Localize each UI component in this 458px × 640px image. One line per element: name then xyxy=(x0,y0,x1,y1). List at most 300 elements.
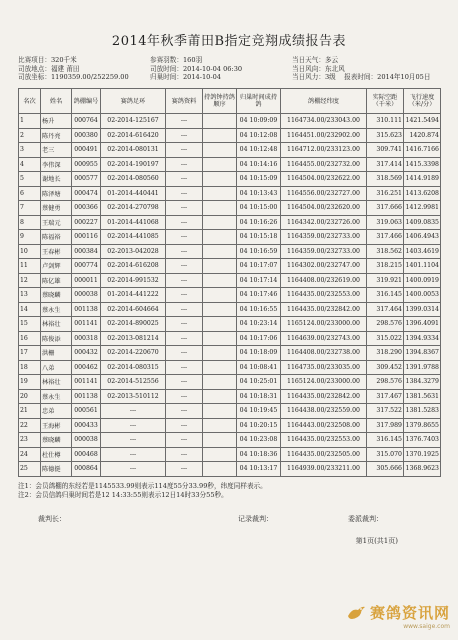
coordinates-cell: 1164302.00/232747.00 xyxy=(281,259,367,274)
clock-order-cell xyxy=(203,201,237,216)
loft-id-cell: 000864 xyxy=(72,462,101,477)
loft-id-cell: 001141 xyxy=(72,375,101,390)
name-cell: 王瑞元 xyxy=(41,215,72,230)
pigeon-info-cell: --- xyxy=(166,433,203,448)
table-row xyxy=(19,201,441,216)
return-time-label: 归巢时间： xyxy=(150,73,183,82)
speed-cell: 1379.8655 xyxy=(404,418,441,433)
speed-cell: 1403.4619 xyxy=(404,244,441,259)
rank-cell: 2 xyxy=(19,128,41,143)
coordinates-cell: 1164408.00/232619.00 xyxy=(281,273,367,288)
arrival-time-cell: 04 10:13:17 xyxy=(237,462,281,477)
distance-cell: 317.522 xyxy=(367,404,404,419)
watermark-logo xyxy=(346,602,450,623)
distance-cell: 298.576 xyxy=(367,375,404,390)
arrival-time-cell: 04 10:17:46 xyxy=(237,288,281,303)
name-cell: 陈亿雄 xyxy=(41,273,72,288)
name-cell: 王海彬 xyxy=(41,418,72,433)
name-cell: 林裕壮 xyxy=(41,375,72,390)
wind-force-label: 当日风力： xyxy=(292,73,325,82)
table-row xyxy=(19,317,441,332)
arrival-time-cell: 04 10:17:14 xyxy=(237,273,281,288)
speed-cell: 1396.4091 xyxy=(404,317,441,332)
rank-cell: 22 xyxy=(19,418,41,433)
arrival-time-cell: 04 10:15:18 xyxy=(237,230,281,245)
distance-cell: 317.414 xyxy=(367,157,404,172)
speed-cell: 1421.5494 xyxy=(404,114,441,129)
distance-cell: 315.022 xyxy=(367,331,404,346)
loft-id-cell: 001138 xyxy=(72,389,101,404)
distance-cell: 318.290 xyxy=(367,346,404,361)
release-time-value: 2014-10-04 06:30 xyxy=(182,64,243,73)
table-row xyxy=(19,128,441,143)
coordinates-cell: 1164435.00/232505.00 xyxy=(281,447,367,462)
name-cell: 老三 xyxy=(41,143,72,158)
loft-id-cell: 000227 xyxy=(72,215,101,230)
ring-cell: 02-2014-616208 xyxy=(101,259,166,274)
arrival-time-cell: 04 10:08:41 xyxy=(237,360,281,375)
name-cell: 卢剑辉 xyxy=(41,259,72,274)
arrival-time-cell: 04 10:23:08 xyxy=(237,433,281,448)
clock-order-cell xyxy=(203,462,237,477)
release-time-label: 司放时间： xyxy=(150,64,183,73)
clock-order-cell xyxy=(203,230,237,245)
wind-force-value: 3级 xyxy=(324,73,336,82)
clock-order-cell xyxy=(203,447,237,462)
loft-id-cell: 000380 xyxy=(72,128,101,143)
note-2: 注2：会员信鸽归巢时间若是12 14:33:55则表示12日14时33分55秒。 xyxy=(18,490,228,499)
clock-order-cell xyxy=(203,433,237,448)
pigeon-info-cell: --- xyxy=(166,462,203,477)
pigeon-info-cell: --- xyxy=(166,288,203,303)
table-row xyxy=(19,157,441,172)
name-cell: 蔡永生 xyxy=(41,389,72,404)
arrival-time-cell: 04 10:16:26 xyxy=(237,215,281,230)
table-row xyxy=(19,389,441,404)
report-date-value: 2014年10月05日 xyxy=(377,73,431,82)
table-row xyxy=(19,331,441,346)
pigeon-info-cell: --- xyxy=(166,114,203,129)
table-row xyxy=(19,244,441,259)
table-header-row xyxy=(19,89,441,114)
ring-cell: 02-2014-080315 xyxy=(101,360,166,375)
speed-cell: 1412.9981 xyxy=(404,201,441,216)
page-number: 第1页(共1页) xyxy=(355,537,398,545)
speed-cell: 1391.9788 xyxy=(404,360,441,375)
pigeon-info-cell: --- xyxy=(166,375,203,390)
pigeon-info-cell: --- xyxy=(166,404,203,419)
ring-cell: 02-2014-991532 xyxy=(101,273,166,288)
rank-cell: 15 xyxy=(19,317,41,332)
name-cell: 洪栅 xyxy=(41,346,72,361)
clock-order-cell xyxy=(203,128,237,143)
table-row xyxy=(19,375,441,390)
arrival-time-cell: 04 10:12:08 xyxy=(237,128,281,143)
watermark xyxy=(346,602,450,630)
coordinates-cell: 1164504.00/232620.00 xyxy=(281,201,367,216)
table-row xyxy=(19,418,441,433)
header-coordinates: 鸽棚经纬度 xyxy=(281,89,367,114)
table-row xyxy=(19,447,441,462)
name-cell: 陈德挺 xyxy=(41,462,72,477)
table-row xyxy=(19,186,441,201)
name-cell: 王春彬 xyxy=(41,244,72,259)
name-cell: 陈俊添 xyxy=(41,331,72,346)
loft-id-cell: 000577 xyxy=(72,172,101,187)
arrival-time-cell: 04 10:15:00 xyxy=(237,201,281,216)
arrival-time-cell: 04 10:17:06 xyxy=(237,331,281,346)
race-value: 320千米 xyxy=(50,56,77,64)
distance-cell: 315.070 xyxy=(367,447,404,462)
name-cell: 八弟 xyxy=(41,360,72,375)
header-arrival-time: 归巢时间成持鸽 xyxy=(237,89,281,114)
info-row-1 xyxy=(18,56,448,65)
ring-cell: 02-2014-080131 xyxy=(101,143,166,158)
clock-order-cell xyxy=(203,360,237,375)
distance-cell: 319.921 xyxy=(367,273,404,288)
clock-order-cell xyxy=(203,244,237,259)
clock-order-cell xyxy=(203,114,237,129)
distance-cell: 309.452 xyxy=(367,360,404,375)
arrival-time-cell: 04 10:15:09 xyxy=(237,172,281,187)
rank-cell: 14 xyxy=(19,302,41,317)
speed-cell: 1368.9623 xyxy=(404,462,441,477)
delegate-label: 委派裁判： xyxy=(348,515,383,523)
distance-cell: 298.576 xyxy=(367,317,404,332)
pigeon-info-cell: --- xyxy=(166,244,203,259)
distance-cell: 317.666 xyxy=(367,201,404,216)
release-place-label: 司放地点： xyxy=(18,64,51,73)
speed-cell: 1376.7403 xyxy=(404,433,441,448)
release-place-value: 福建 莆田 xyxy=(50,64,80,73)
weather-value: 多云 xyxy=(324,56,339,64)
rank-cell: 16 xyxy=(19,331,41,346)
speed-cell: 1413.6208 xyxy=(404,186,441,201)
notes xyxy=(18,482,267,499)
name-cell: 谢地长 xyxy=(41,172,72,187)
loft-id-cell: 000011 xyxy=(72,273,101,288)
table-row xyxy=(19,462,441,477)
header-rank: 名次 xyxy=(19,89,41,114)
table-row xyxy=(19,172,441,187)
name-cell: 陈福裕 xyxy=(41,230,72,245)
return-time-value: 2014-10-04 xyxy=(182,73,221,82)
coordinates-cell: 1164734.00/233043.00 xyxy=(281,114,367,129)
pigeon-info-cell: --- xyxy=(166,157,203,172)
table-row xyxy=(19,273,441,288)
rank-cell: 8 xyxy=(19,215,41,230)
loft-id-cell: 000318 xyxy=(72,331,101,346)
race-info xyxy=(18,56,448,82)
clock-order-cell xyxy=(203,186,237,201)
loft-id-cell: 000038 xyxy=(72,433,101,448)
arrival-time-cell: 04 10:13:43 xyxy=(237,186,281,201)
distance-cell: 309.741 xyxy=(367,143,404,158)
rank-cell: 20 xyxy=(19,389,41,404)
loft-id-cell: 000384 xyxy=(72,244,101,259)
pigeon-info-cell: --- xyxy=(166,128,203,143)
distance-cell: 315.623 xyxy=(367,128,404,143)
report-title: 2014年秋季莆田B指定竞翔成绩报告表 xyxy=(111,34,347,49)
arrival-time-cell: 04 10:09:09 xyxy=(237,114,281,129)
pigeon-info-cell: --- xyxy=(166,331,203,346)
name-cell: 杨升 xyxy=(41,114,72,129)
coordinates-cell: 1164455.00/232732.00 xyxy=(281,157,367,172)
release-coord-value: 1190359.00/252259.00 xyxy=(50,73,129,82)
name-cell: 蔡健勇 xyxy=(41,201,72,216)
clock-order-cell xyxy=(203,346,237,361)
arrival-time-cell: 04 10:20:15 xyxy=(237,418,281,433)
ring-cell: --- xyxy=(101,404,166,419)
pigeon-info-cell: --- xyxy=(166,317,203,332)
rank-cell: 24 xyxy=(19,447,41,462)
rank-cell: 3 xyxy=(19,143,41,158)
wind-label: 当日风向： xyxy=(292,64,325,73)
header-name: 姓名 xyxy=(41,89,72,114)
arrival-time-cell: 04 10:19:45 xyxy=(237,404,281,419)
speed-cell: 1399.0314 xyxy=(404,302,441,317)
loft-id-cell: 000955 xyxy=(72,157,101,172)
pigeon-info-cell: --- xyxy=(166,302,203,317)
release-coord-label: 司放坐标： xyxy=(18,73,51,82)
signature-line xyxy=(38,514,438,524)
ring-cell: --- xyxy=(101,462,166,477)
rank-cell: 13 xyxy=(19,288,41,303)
ring-cell: 02-2014-190197 xyxy=(101,157,166,172)
coordinates-cell: 1164939.00/233211.00 xyxy=(281,462,367,477)
speed-cell: 1401.1104 xyxy=(404,259,441,274)
clock-order-cell xyxy=(203,157,237,172)
rank-cell: 4 xyxy=(19,157,41,172)
rank-cell: 23 xyxy=(19,433,41,448)
rank-cell: 12 xyxy=(19,273,41,288)
header-pigeon-info: 赛鸽资料 xyxy=(166,89,203,114)
table-row xyxy=(19,143,441,158)
clock-order-cell xyxy=(203,317,237,332)
speed-cell: 1384.3279 xyxy=(404,375,441,390)
wind-value: 东北风 xyxy=(324,64,345,73)
distance-cell: 318.562 xyxy=(367,244,404,259)
coordinates-cell: 1164359.00/232733.00 xyxy=(281,244,367,259)
coordinates-cell: 1164435.00/232842.00 xyxy=(281,302,367,317)
table-row xyxy=(19,302,441,317)
distance-cell: 319.063 xyxy=(367,215,404,230)
rank-cell: 7 xyxy=(19,201,41,216)
weather-label: 当日天气： xyxy=(292,56,325,64)
speed-cell: 1409.0835 xyxy=(404,215,441,230)
distance-cell: 316.145 xyxy=(367,433,404,448)
ring-cell: 02-2014-220670 xyxy=(101,346,166,361)
speed-cell: 1406.4943 xyxy=(404,230,441,245)
coordinates-cell: 1164443.00/232508.00 xyxy=(281,418,367,433)
clock-order-cell xyxy=(203,273,237,288)
pigeon-info-cell: --- xyxy=(166,346,203,361)
distance-cell: 310.111 xyxy=(367,114,404,129)
loft-id-cell: 000116 xyxy=(72,230,101,245)
rank-cell: 6 xyxy=(19,186,41,201)
ring-cell: 02-2014-616420 xyxy=(101,128,166,143)
coordinates-cell: 1164451.00/232902.00 xyxy=(281,128,367,143)
report-date-label: 报表时间： xyxy=(344,73,378,82)
speed-cell: 1381.5631 xyxy=(404,389,441,404)
table-row xyxy=(19,288,441,303)
coordinates-cell: 1164408.00/232738.00 xyxy=(281,346,367,361)
speed-cell: 1414.9189 xyxy=(404,172,441,187)
arrival-time-cell: 04 10:23:14 xyxy=(237,317,281,332)
speed-cell: 1394.8367 xyxy=(404,346,441,361)
header-clock-order: 持鸽钟持鸽顺序 xyxy=(203,89,237,114)
header-distance: 实际空距（千米） xyxy=(367,89,404,114)
distance-cell: 316.145 xyxy=(367,288,404,303)
name-cell: 陈泽塘 xyxy=(41,186,72,201)
name-cell: 忠弟 xyxy=(41,404,72,419)
loft-id-cell: 001138 xyxy=(72,302,101,317)
pigeon-info-cell: --- xyxy=(166,273,203,288)
table-row xyxy=(19,230,441,245)
name-cell: 李伟深 xyxy=(41,157,72,172)
coordinates-cell: 1165124.00/233000.00 xyxy=(281,375,367,390)
pigeon-info-cell: --- xyxy=(166,201,203,216)
rank-cell: 19 xyxy=(19,375,41,390)
coordinates-cell: 1164435.00/232842.00 xyxy=(281,389,367,404)
loft-id-cell: 000038 xyxy=(72,288,101,303)
distance-cell: 318.569 xyxy=(367,172,404,187)
speed-cell: 1400.0053 xyxy=(404,288,441,303)
clock-order-cell xyxy=(203,143,237,158)
speed-cell: 1394.9334 xyxy=(404,331,441,346)
rank-cell: 9 xyxy=(19,230,41,245)
loft-id-cell: 000468 xyxy=(72,447,101,462)
table-row xyxy=(19,215,441,230)
pigeon-info-cell: --- xyxy=(166,418,203,433)
distance-cell: 316.251 xyxy=(367,186,404,201)
pigeon-info-cell: --- xyxy=(166,215,203,230)
speed-cell: 1400.0919 xyxy=(404,273,441,288)
table-row xyxy=(19,346,441,361)
rank-cell: 21 xyxy=(19,404,41,419)
coordinates-cell: 1164504.00/232622.00 xyxy=(281,172,367,187)
clock-order-cell xyxy=(203,418,237,433)
loft-id-cell: 001141 xyxy=(72,317,101,332)
ring-cell: --- xyxy=(101,433,166,448)
ring-cell: --- xyxy=(101,447,166,462)
ring-cell: 02-2014-125167 xyxy=(101,114,166,129)
clock-order-cell xyxy=(203,288,237,303)
header-loft-id: 鸽棚编号 xyxy=(72,89,101,114)
pigeon-info-cell: --- xyxy=(166,360,203,375)
rank-cell: 5 xyxy=(19,172,41,187)
coordinates-cell: 1164359.00/232733.00 xyxy=(281,230,367,245)
arrival-time-cell: 04 10:16:55 xyxy=(237,302,281,317)
results-table xyxy=(18,88,441,477)
ring-cell: 01-2014-441068 xyxy=(101,215,166,230)
pigeon-info-cell: --- xyxy=(166,447,203,462)
referee-label: 裁判长： xyxy=(38,515,66,523)
watermark-text: 赛鸽资讯网 xyxy=(369,604,450,622)
distance-cell: 317.466 xyxy=(367,230,404,245)
arrival-time-cell: 04 10:25:01 xyxy=(237,375,281,390)
ring-cell: 02-2014-890025 xyxy=(101,317,166,332)
speed-cell: 1370.1925 xyxy=(404,447,441,462)
loft-id-cell: 000432 xyxy=(72,346,101,361)
ring-cell: 02-2013-510112 xyxy=(101,389,166,404)
coordinates-cell: 1164435.00/232553.00 xyxy=(281,433,367,448)
name-cell: 蔡永生 xyxy=(41,302,72,317)
entries-label: 参赛羽数： xyxy=(150,56,183,64)
rank-cell: 1 xyxy=(19,114,41,129)
pigeon-info-cell: --- xyxy=(166,230,203,245)
table-row xyxy=(19,114,441,129)
name-cell: 林裕壮 xyxy=(41,317,72,332)
pigeon-info-cell: --- xyxy=(166,172,203,187)
coordinates-cell: 1164556.00/232727.00 xyxy=(281,186,367,201)
clock-order-cell xyxy=(203,331,237,346)
ring-cell: 02-2014-604664 xyxy=(101,302,166,317)
pigeon-logo-icon xyxy=(346,604,366,622)
header-speed: 飞行速度（米/分） xyxy=(404,89,441,114)
pigeon-info-cell: --- xyxy=(166,186,203,201)
rank-cell: 18 xyxy=(19,360,41,375)
distance-cell: 317.467 xyxy=(367,389,404,404)
loft-id-cell: 000764 xyxy=(72,114,101,129)
distance-cell: 317.989 xyxy=(367,418,404,433)
table-row xyxy=(19,259,441,274)
coordinates-cell: 1164342.00/232726.00 xyxy=(281,215,367,230)
ring-cell: --- xyxy=(101,418,166,433)
clock-order-cell xyxy=(203,172,237,187)
clock-order-cell xyxy=(203,302,237,317)
table-row xyxy=(19,404,441,419)
loft-id-cell: 000561 xyxy=(72,404,101,419)
pigeon-info-cell: --- xyxy=(166,259,203,274)
loft-id-cell: 000462 xyxy=(72,360,101,375)
table-row xyxy=(19,433,441,448)
rank-cell: 10 xyxy=(19,244,41,259)
table-row xyxy=(19,360,441,375)
name-cell: 杜仕樽 xyxy=(41,447,72,462)
ring-cell: 02-2014-441085 xyxy=(101,230,166,245)
coordinates-cell: 1164435.00/232553.00 xyxy=(281,288,367,303)
speed-cell: 1416.7166 xyxy=(404,143,441,158)
arrival-time-cell: 04 10:16:59 xyxy=(237,244,281,259)
distance-cell: 318.215 xyxy=(367,259,404,274)
name-cell: 蔡晓麟 xyxy=(41,433,72,448)
clock-order-cell xyxy=(203,259,237,274)
clock-order-cell xyxy=(203,389,237,404)
arrival-time-cell: 04 10:18:31 xyxy=(237,389,281,404)
clock-order-cell xyxy=(203,404,237,419)
coordinates-cell: 1165124.00/233000.00 xyxy=(281,317,367,332)
watermark-url: www.saige.com xyxy=(403,623,450,630)
ring-cell: 01-2014-440441 xyxy=(101,186,166,201)
rank-cell: 25 xyxy=(19,462,41,477)
ring-cell: 02-2014-270798 xyxy=(101,201,166,216)
ring-cell: 02-2013-081214 xyxy=(101,331,166,346)
note-1: 注1：会员鸽棚的东经若是1145533.99则表示114度55分33.99秒，纬度同样表示。 xyxy=(18,482,267,490)
rank-cell: 17 xyxy=(19,346,41,361)
header-ring: 赛鸽足环 xyxy=(101,89,166,114)
arrival-time-cell: 04 10:18:09 xyxy=(237,346,281,361)
loft-id-cell: 000474 xyxy=(72,186,101,201)
loft-id-cell: 000774 xyxy=(72,259,101,274)
loft-id-cell: 000366 xyxy=(72,201,101,216)
info-row-3 xyxy=(18,73,448,82)
coordinates-cell: 1164438.00/232559.00 xyxy=(281,404,367,419)
rank-cell: 11 xyxy=(19,259,41,274)
name-cell: 陈丹亮 xyxy=(41,128,72,143)
ring-cell: 02-2014-512556 xyxy=(101,375,166,390)
arrival-time-cell: 04 10:17:07 xyxy=(237,259,281,274)
